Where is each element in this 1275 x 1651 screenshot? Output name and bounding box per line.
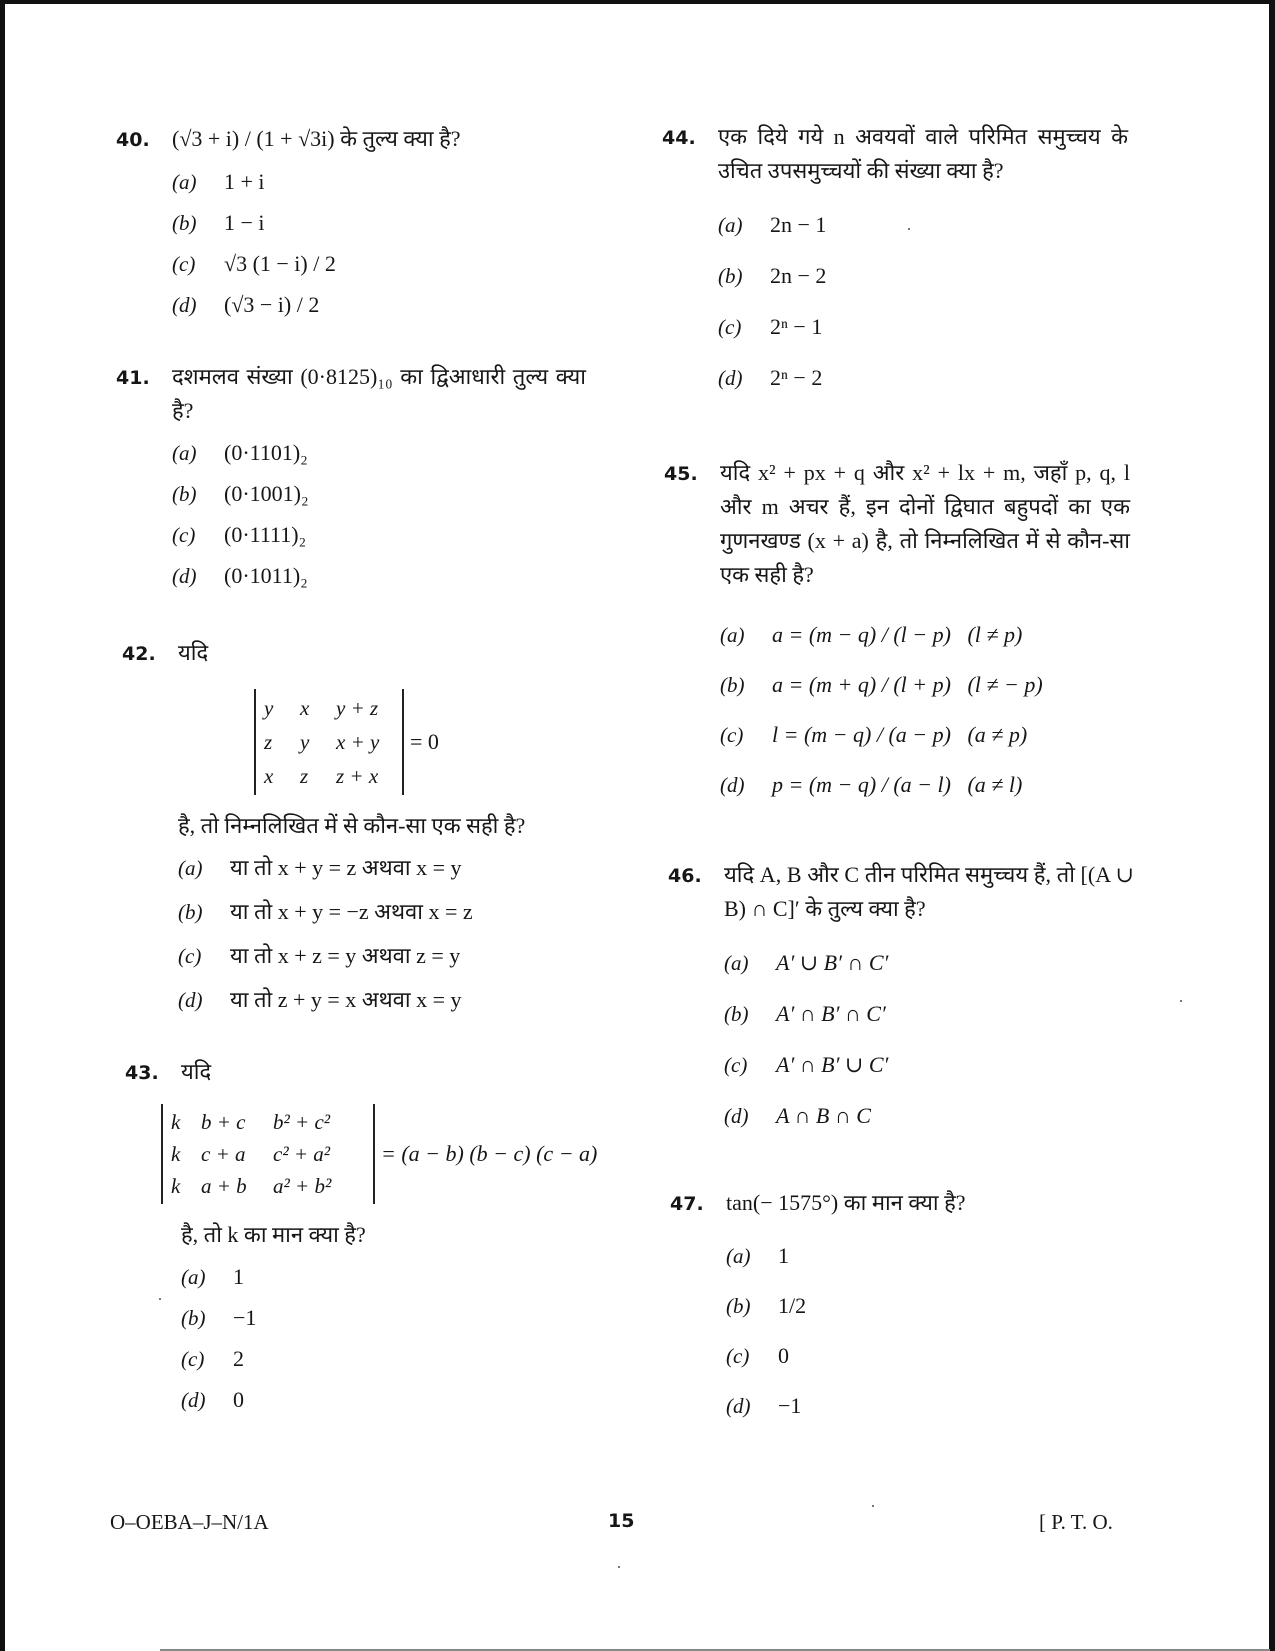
option-value: 2n − 2 [770,263,827,288]
question-text: यदि [181,1059,212,1084]
scan-edge-left [0,0,5,1651]
please-turn-over: [ P. T. O. [1039,1510,1113,1534]
option-label: (d) [172,293,197,317]
question-text: यदि A, B और C तीन परिमित समुच्चय हैं, तो [(A ∪ B) ∩ C]′ के तुल्य क्या है? [724,862,1134,921]
option-c[interactable] [181,1342,605,1383]
option-label: (a) [726,1244,751,1268]
question-text: यदि x² + px + q और x² + lx + m, जहाँ p, q, l और m अचर हैं, इन दोनों द्विघात बहुपदों का एक गुणनखण्ड (x + a) है, तो निम्नलिखित में से कौन-सा एक सही है? [720,460,1130,587]
option-value: (0·1111)₂ [224,522,307,547]
option-c[interactable] [718,310,1128,361]
option-value: या तो z + y = x अथवा x = y [230,987,462,1012]
option-label: (b) [724,1002,749,1026]
option-label: (d) [724,1104,749,1128]
option-value: 2n − 1 [770,212,827,237]
option-value: √3 (1 − i) / 2 [224,251,336,276]
question-text: tan(− 1575°) का मान क्या है? [726,1190,966,1215]
scan-speck [159,1298,161,1300]
question-42 [122,636,602,1027]
question-number: 45. [664,463,698,485]
option-b[interactable] [172,477,586,518]
option-label: (a) [178,856,203,880]
page-number: 15 [608,1510,635,1532]
option-d[interactable] [178,983,602,1027]
matrix-cell: k [171,1174,181,1198]
matrix-cell: z + x [336,764,379,788]
option-b[interactable] [726,1289,1136,1339]
option-value: 1/2 [778,1293,807,1318]
question-text: यदि [178,640,209,665]
option-value: या तो x + y = −z अथवा x = z [230,899,473,924]
option-label: (c) [720,723,744,747]
scan-speck [872,1505,874,1507]
matrix-cell: c + a [201,1142,246,1166]
option-c[interactable] [720,718,1130,768]
option-a[interactable] [178,851,602,895]
option-b[interactable] [172,206,586,247]
determinant-rhs: = 0 [410,729,439,754]
matrix-cell: z [300,764,309,788]
option-value: A′ ∪ B′ ∩ C′ [776,950,889,975]
option-label: (b) [178,900,203,924]
option-label: (d) [718,366,743,390]
question-text-after: है, तो k का मान क्या है? [181,1222,366,1247]
scan-speck [908,228,910,230]
option-value: (0·1001)₂ [224,481,309,506]
option-label: (d) [720,773,745,797]
option-label: (d) [172,564,197,588]
scan-speck [618,1566,620,1568]
option-d[interactable] [181,1383,605,1424]
option-value: A′ ∩ B′ ∩ C′ [776,1001,886,1026]
question-number: 46. [668,865,702,887]
option-c[interactable] [178,939,602,983]
option-value: 1 − i [224,210,265,235]
option-b[interactable] [724,997,1134,1048]
option-value: −1 [778,1393,802,1418]
option-b[interactable] [718,259,1128,310]
matrix-cell: y [264,696,274,720]
option-value: (0·1101)₂ [224,440,308,465]
question-text: दशमलव संख्या (0·8125)₁₀ का द्विआधारी तुल्य क्या है? [172,364,586,423]
option-a[interactable] [724,946,1134,997]
question-text: एक दिये गये n अवयवों वाले परिमित समुच्चय के उचित उपसमुच्चयों की संख्या क्या है? [718,124,1128,183]
matrix-cell: x [300,696,310,720]
option-label: (c) [178,944,202,968]
option-value: A′ ∩ B′ ∪ C′ [776,1052,889,1077]
question-text-after: है, तो निम्नलिखित में से कौन-सा एक सही है? [178,813,526,838]
option-label: (a) [720,623,745,647]
booklet-code: O–OEBA–J–N/1A [110,1510,269,1534]
option-value: 0 [778,1343,789,1368]
matrix-cell: k [171,1142,181,1166]
option-a[interactable] [720,618,1130,668]
option-b[interactable] [178,895,602,939]
option-label: (a) [181,1265,206,1289]
option-value: A ∩ B ∩ C [776,1103,871,1128]
option-b[interactable] [720,668,1130,718]
option-label: (b) [726,1294,751,1318]
option-d[interactable] [172,288,586,329]
option-value: 1 [233,1264,244,1289]
option-value: −1 [233,1305,257,1330]
question-number: 43. [125,1062,159,1084]
option-c[interactable] [724,1048,1134,1099]
question-number: 41. [116,367,150,389]
option-value: या तो x + z = y अथवा z = y [230,943,461,968]
option-value: 0 [233,1387,244,1412]
option-label: (b) [172,482,197,506]
determinant-matrix [254,689,404,795]
option-value: a = (m + q) / (l + p) (l ≠ − p) [772,672,1043,697]
question-47 [670,1186,1136,1439]
option-label: (c) [172,523,196,547]
question-40 [116,122,586,329]
determinant [254,689,602,795]
option-a[interactable] [172,165,586,206]
option-b[interactable] [181,1301,605,1342]
determinant [161,1104,605,1204]
scan-speck [1180,1000,1182,1002]
question-number: 47. [670,1193,704,1215]
option-a[interactable] [718,208,1128,259]
option-d[interactable] [726,1389,1136,1439]
scan-edge-right [1269,0,1275,1651]
option-label: (c) [724,1053,748,1077]
question-44 [662,120,1128,412]
option-label: (a) [172,441,197,465]
matrix-cell: a² + b² [273,1174,332,1198]
option-value: a = (m − q) / (l − p) (l ≠ p) [772,622,1023,647]
option-value: 1 + i [224,169,265,194]
question-41 [116,360,586,600]
matrix-cell: x [264,764,274,788]
option-d[interactable] [718,361,1128,412]
matrix-cell: b² + c² [273,1110,331,1134]
option-label: (a) [724,951,749,975]
option-d[interactable] [724,1099,1134,1150]
option-label: (d) [181,1388,206,1412]
option-c[interactable] [726,1339,1136,1389]
matrix-cell: a + b [201,1174,247,1198]
option-label: (a) [718,213,743,237]
determinant-matrix [161,1104,375,1204]
option-a[interactable] [726,1239,1136,1289]
option-value: 2ⁿ − 2 [770,365,823,390]
option-c[interactable] [172,518,586,559]
option-c[interactable] [172,247,586,288]
option-label: (b) [718,264,743,288]
matrix-cell: y + z [336,696,379,720]
option-value: 2ⁿ − 1 [770,314,823,339]
scan-edge-top [0,0,1275,4]
option-label: (c) [181,1347,205,1371]
matrix-cell: k [171,1110,181,1134]
matrix-cell: c² + a² [273,1142,331,1166]
option-label: (c) [718,315,742,339]
option-label: (d) [726,1394,751,1418]
question-number: 40. [116,129,150,151]
question-number: 42. [122,643,156,665]
option-d[interactable] [172,559,586,600]
option-label: (b) [720,673,745,697]
question-43 [125,1055,605,1424]
option-value: p = (m − q) / (a − l) (a ≠ l) [772,772,1023,797]
option-d[interactable] [720,768,1130,818]
option-value: (√3 − i) / 2 [224,292,320,317]
matrix-cell: z [264,730,273,754]
option-a[interactable] [172,436,586,477]
option-label: (c) [726,1344,750,1368]
question-text: (√3 + i) / (1 + √3i) के तुल्य क्या है? [172,126,461,151]
question-46 [668,858,1134,1150]
matrix-cell: y [300,730,310,754]
option-value: l = (m − q) / (a − p) (a ≠ p) [772,722,1028,747]
option-label: (c) [172,252,196,276]
option-value: (0·1011)₂ [224,563,308,588]
option-label: (d) [178,988,203,1012]
option-label: (a) [172,170,197,194]
option-value: 1 [778,1243,789,1268]
option-value: या तो x + y = z अथवा x = y [230,855,462,880]
option-a[interactable] [181,1260,605,1301]
determinant-rhs: = (a − b) (b − c) (c − a) [381,1141,598,1166]
question-45 [664,456,1130,818]
option-label: (b) [181,1306,206,1330]
matrix-cell: b + c [201,1110,246,1134]
option-value: 2 [233,1346,244,1371]
question-number: 44. [662,127,696,149]
option-label: (b) [172,211,197,235]
matrix-cell: x + y [336,730,380,754]
